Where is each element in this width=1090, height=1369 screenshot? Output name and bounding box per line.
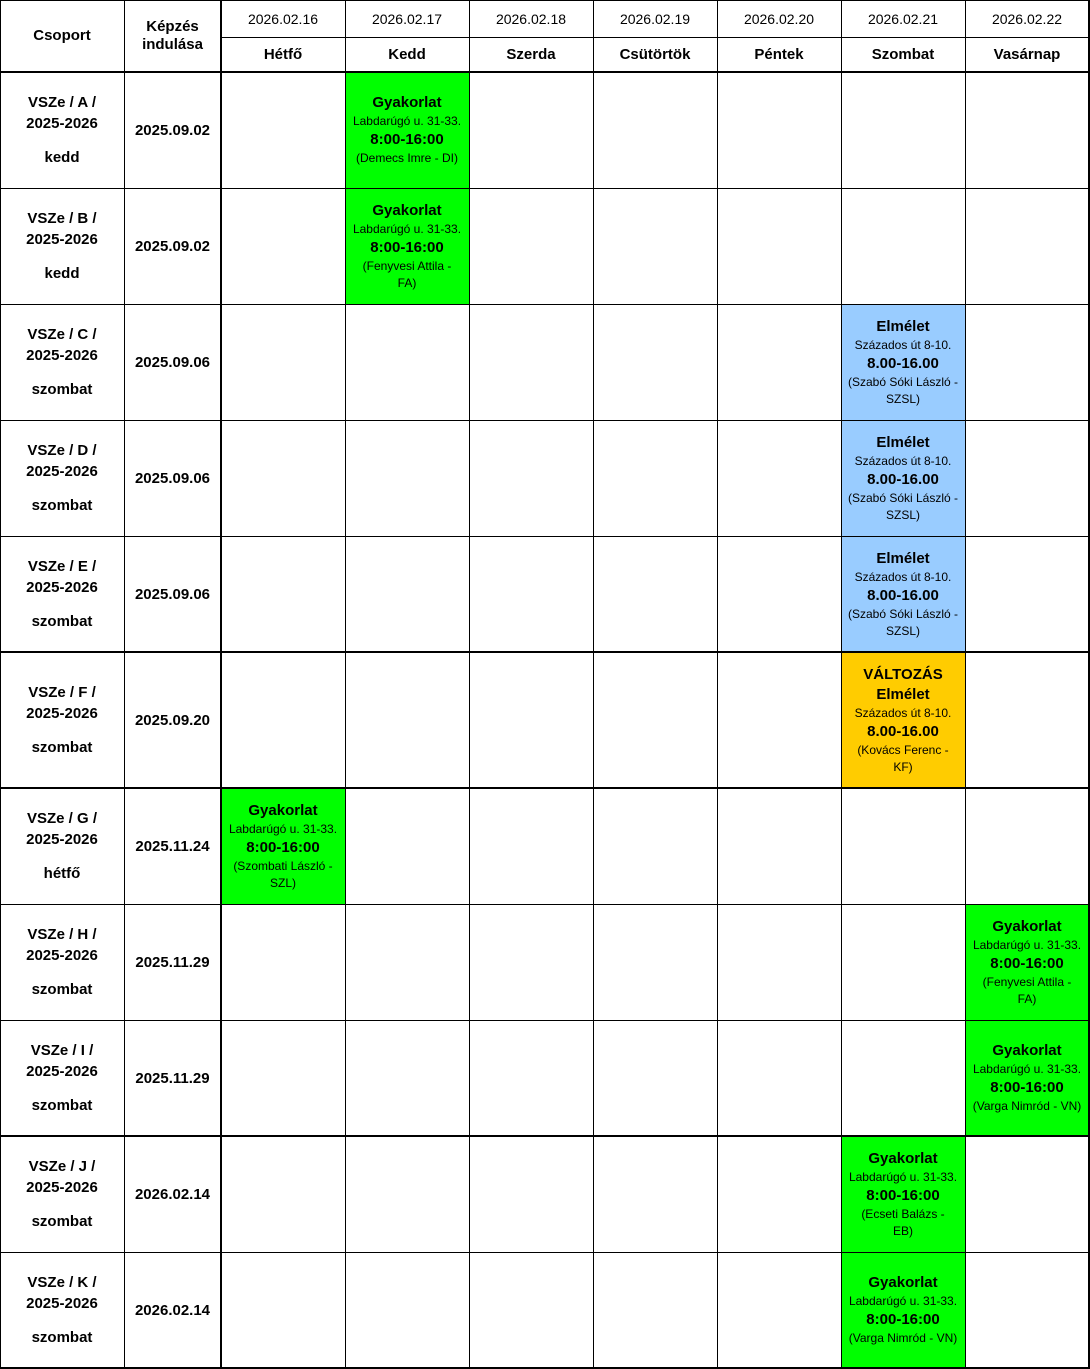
event-cell xyxy=(965,1020,1089,1136)
event-cell xyxy=(841,1136,965,1252)
header-start-label-line2: indulása xyxy=(142,36,203,53)
group-label xyxy=(0,304,124,420)
group-code: VSZe / I / xyxy=(30,1042,94,1059)
group-year: 2025-2026 xyxy=(26,1179,98,1196)
grid-line xyxy=(0,420,1090,421)
event-cell xyxy=(841,304,965,420)
training-start-date: 2026.02.14 xyxy=(134,1301,211,1319)
event-title: Gyakorlat xyxy=(992,917,1062,935)
event-loc: Százados út 8-10. xyxy=(854,705,952,720)
training-start-date: 2025.09.06 xyxy=(134,353,211,371)
grid-line xyxy=(965,0,966,1369)
grid-line xyxy=(0,188,1090,189)
training-start-date: 2025.11.29 xyxy=(135,1069,210,1087)
event-title: Gyakorlat xyxy=(372,94,442,111)
grid-line xyxy=(0,0,1,1369)
event-title: Elmélet xyxy=(876,433,930,451)
event-title: Gyakorlat xyxy=(868,1274,938,1291)
training-start-date: 2025.09.02 xyxy=(134,237,211,255)
group-weekday: szombat xyxy=(31,497,93,514)
group-label xyxy=(0,420,124,536)
event-ins: (Szabó Sóki László - xyxy=(847,606,959,621)
event-loc: Százados út 8-10. xyxy=(854,569,952,584)
event-ins: (Kovács Ferenc - xyxy=(857,742,949,757)
header-date: 2026.02.17 xyxy=(371,10,443,27)
group-year: 2025-2026 xyxy=(26,947,98,964)
group-weekday: szombat xyxy=(31,1097,93,1114)
event-ins: KF) xyxy=(893,759,913,774)
event-ins: (Szabó Sóki László - xyxy=(847,374,959,389)
grid-line xyxy=(0,904,1090,905)
event-loc: Labdarúgó u. 31-33. xyxy=(972,1062,1082,1076)
group-label xyxy=(0,1020,124,1136)
group-label xyxy=(0,652,124,788)
header-date: 2026.02.19 xyxy=(619,10,691,27)
group-code: VSZe / A / xyxy=(27,94,97,111)
event-cell xyxy=(841,536,965,652)
event-cell xyxy=(841,420,965,536)
grid-line xyxy=(0,1252,1090,1253)
grid-line xyxy=(841,0,842,1369)
event-loc: Labdarúgó u. 31-33. xyxy=(848,1169,958,1184)
event-title: Gyakorlat xyxy=(868,1149,938,1167)
event-ins: FA) xyxy=(397,275,417,290)
header-date: 2026.02.16 xyxy=(247,10,319,27)
event-time: 8:00-16:00 xyxy=(866,1311,940,1328)
event-time: 8.00-16.00 xyxy=(867,354,939,372)
event-ins: (Demecs Imre - DI) xyxy=(356,151,458,165)
group-weekday: szombat xyxy=(31,739,93,756)
event-loc: Labdarúgó u. 31-33. xyxy=(352,221,462,236)
event-ins: FA) xyxy=(1017,991,1037,1006)
event-title: Elmélet xyxy=(876,317,930,335)
event-ins: EB) xyxy=(892,1223,913,1238)
header-date: 2026.02.21 xyxy=(867,10,939,27)
event-ins: (Fenyvesi Attila - xyxy=(362,258,452,273)
group-label xyxy=(0,188,124,304)
group-weekday: kedd xyxy=(44,149,80,166)
grid-line xyxy=(0,787,1090,789)
header-day-name: Szombat xyxy=(871,45,935,63)
training-start-date: 2025.11.29 xyxy=(135,953,210,971)
group-code: VSZe / F / xyxy=(28,684,96,701)
group-year: 2025-2026 xyxy=(26,463,98,480)
header-day-name: Szerda xyxy=(506,45,556,63)
group-weekday: szombat xyxy=(31,381,93,398)
event-time: 8.00-16.00 xyxy=(867,722,939,740)
event-title: Elmélet xyxy=(876,685,930,703)
event-ins: (Varga Nimród - VN) xyxy=(972,1099,1082,1113)
header-day-name: Csütörtök xyxy=(619,45,691,63)
event-title: VÁLTOZÁS xyxy=(863,665,943,683)
event-time: 8.00-16.00 xyxy=(867,586,939,604)
group-code: VSZe / C / xyxy=(27,326,97,343)
header-date: 2026.02.22 xyxy=(991,10,1063,27)
group-year: 2025-2026 xyxy=(26,1295,98,1312)
group-code: VSZe / K / xyxy=(27,1274,97,1291)
group-code: VSZe / E / xyxy=(27,558,97,575)
grid-line xyxy=(0,304,1090,305)
event-ins: (Szabó Sóki László - xyxy=(847,490,959,505)
event-ins: SZL) xyxy=(269,875,296,890)
grid-line xyxy=(0,0,1090,1)
group-year: 2025-2026 xyxy=(26,831,98,848)
grid-line xyxy=(0,1020,1090,1021)
group-year: 2025-2026 xyxy=(26,1063,98,1080)
event-time: 8:00-16:00 xyxy=(370,131,444,148)
header-start-label-line1: Képzés xyxy=(146,18,199,35)
header-day-name: Péntek xyxy=(754,45,804,63)
group-weekday: hétfő xyxy=(43,865,81,882)
event-ins: SZSL) xyxy=(885,623,920,638)
group-code: VSZe / B / xyxy=(27,210,97,227)
event-cell xyxy=(965,904,1089,1020)
grid-line xyxy=(0,1135,1090,1137)
training-start-date: 2025.09.20 xyxy=(134,711,211,729)
grid-line xyxy=(221,37,1090,38)
header-day-name: Hétfő xyxy=(263,45,303,63)
event-ins: (Ecseti Balázs - xyxy=(861,1206,945,1221)
event-cell xyxy=(841,1252,965,1368)
event-title: Gyakorlat xyxy=(248,801,318,819)
group-year: 2025-2026 xyxy=(26,115,98,132)
event-time: 8.00-16.00 xyxy=(867,470,939,488)
header-day-name: Vasárnap xyxy=(993,45,1061,63)
group-label xyxy=(0,536,124,652)
event-ins: SZSL) xyxy=(885,391,920,406)
group-label xyxy=(0,904,124,1020)
group-label xyxy=(0,1252,124,1368)
group-label xyxy=(0,1136,124,1252)
event-title: Elmélet xyxy=(876,549,930,567)
training-start-date: 2025.11.24 xyxy=(135,837,210,855)
event-time: 8:00-16:00 xyxy=(990,1079,1064,1096)
header-date: 2026.02.20 xyxy=(743,10,815,27)
event-time: 8:00-16:00 xyxy=(370,238,444,256)
grid-line xyxy=(469,0,470,1369)
grid-line xyxy=(345,0,346,1369)
grid-line xyxy=(0,651,1090,653)
grid-line xyxy=(593,0,594,1369)
header-day-name: Kedd xyxy=(388,45,426,63)
group-year: 2025-2026 xyxy=(26,231,98,248)
event-title: Gyakorlat xyxy=(992,1042,1062,1059)
group-year: 2025-2026 xyxy=(26,579,98,596)
group-weekday: kedd xyxy=(44,265,80,282)
group-weekday: szombat xyxy=(31,1213,93,1230)
event-loc: Labdarúgó u. 31-33. xyxy=(352,114,462,128)
event-ins: (Varga Nimród - VN) xyxy=(848,1331,958,1345)
event-cell xyxy=(345,188,469,304)
grid-line xyxy=(220,0,222,1369)
event-ins: (Szombati László - xyxy=(233,858,333,873)
event-loc: Százados út 8-10. xyxy=(854,453,952,468)
event-cell xyxy=(221,788,345,904)
event-time: 8:00-16:00 xyxy=(990,954,1064,972)
group-code: VSZe / H / xyxy=(27,926,97,943)
group-weekday: szombat xyxy=(31,1329,93,1346)
group-year: 2025-2026 xyxy=(26,705,98,722)
group-weekday: szombat xyxy=(31,613,93,630)
training-start-date: 2025.09.02 xyxy=(134,121,211,139)
training-start-date: 2025.09.06 xyxy=(134,469,211,487)
event-ins: SZSL) xyxy=(885,507,920,522)
group-label xyxy=(0,72,124,188)
group-code: VSZe / D / xyxy=(27,442,97,459)
training-start-date: 2026.02.14 xyxy=(134,1185,211,1203)
event-cell xyxy=(841,652,965,788)
header-group-label: Csoport xyxy=(33,27,91,44)
grid-line xyxy=(717,0,718,1369)
group-weekday: szombat xyxy=(31,981,93,998)
header-date: 2026.02.18 xyxy=(495,10,567,27)
event-time: 8:00-16:00 xyxy=(866,1186,940,1204)
event-ins: (Fenyvesi Attila - xyxy=(982,974,1072,989)
grid-line xyxy=(124,0,125,1369)
event-loc: Labdarúgó u. 31-33. xyxy=(848,1294,958,1308)
event-time: 8:00-16:00 xyxy=(246,838,320,856)
event-title: Gyakorlat xyxy=(372,201,442,219)
event-loc: Százados út 8-10. xyxy=(854,337,952,352)
training-start-date: 2025.09.06 xyxy=(134,585,211,603)
group-label xyxy=(0,788,124,904)
header-start-label xyxy=(124,0,221,72)
event-loc: Labdarúgó u. 31-33. xyxy=(228,821,338,836)
grid-line xyxy=(0,536,1090,537)
group-year: 2025-2026 xyxy=(26,347,98,364)
event-loc: Labdarúgó u. 31-33. xyxy=(972,937,1082,952)
event-cell xyxy=(345,72,469,188)
group-code: VSZe / G / xyxy=(26,810,98,827)
grid-line xyxy=(0,71,1090,73)
group-code: VSZe / J / xyxy=(28,1158,96,1175)
